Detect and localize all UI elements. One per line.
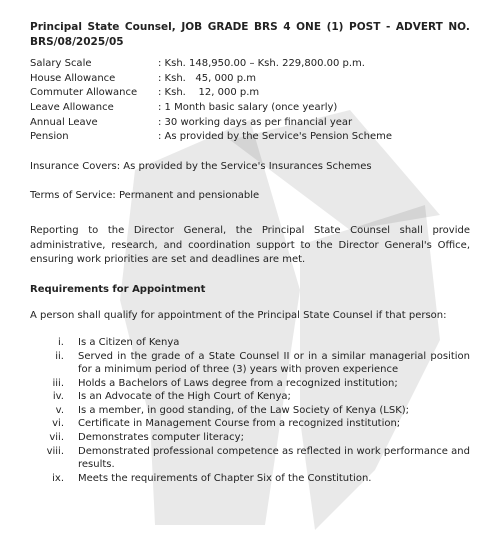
advert-title-word: State [87,21,120,33]
requirement-number: iii. [52,377,64,389]
term-row [30,72,392,87]
requirement-number: v. [55,404,64,416]
term-value: : As provided by the Service's Pension Scheme [158,131,393,143]
term-label: Commuter Allowance [30,87,138,99]
advert-title-word: Principal [30,21,82,33]
advert-title-word: 4 [283,21,291,33]
requirement-number: iv. [52,391,64,403]
requirement-item [30,431,470,445]
requirement-number: vii. [49,432,64,444]
requirement-item [30,472,470,486]
advert-title-word: Counsel, [124,21,176,33]
term-value: : 1 Month basic salary (once yearly) [158,101,338,113]
requirement-number: viii. [46,445,64,457]
requirement-item [30,404,470,418]
advert-title-word: - [385,21,391,33]
advert-title-word: BRS [254,21,278,33]
term-row [30,116,392,131]
requirements-intro: A person shall qualify for appointment of the Principal State Counsel if that person: [30,310,447,322]
term-value: : Ksh. 12, 000 p.m [158,87,260,99]
insurance-cover: Insurance Covers: As provided by the Service's Insurances Schemes [30,160,372,172]
requirement-item [30,350,470,377]
advert-title-word: JOB [181,21,203,33]
remuneration-table [30,57,392,145]
requirement-item [30,336,470,350]
advert-title-word: POST [349,21,381,33]
advert-title-word: ONE [296,21,321,33]
requirement-text: Served in the grade of a State Counsel II or in a similar managerial position for a minimum period of three (3) years with proven experience [78,350,470,376]
term-label: Annual Leave [30,116,98,128]
advert-number: BRS/08/2025/05 [30,35,124,48]
term-label: Leave Allowance [30,101,114,113]
advert-title-word: GRADE [207,21,249,33]
reporting-paragraph: Reporting to the Director General, the Principal State Counsel shall provide administrative, research, and coordination support to the Director General's Office, ensuring work priorities are set and deadlines are met. [30,224,470,266]
term-row [30,57,392,72]
term-row [30,130,392,145]
requirement-text: Is an Advocate of the High Court of Kenya; [78,391,291,403]
term-label: Pension [30,131,69,143]
requirement-text: Certificate in Management Course from a recognized institution; [78,418,401,430]
requirement-item [30,445,470,472]
term-value: : Ksh. 45, 000 p.m [158,72,256,84]
requirement-text: Is a member, in good standing, of the Law Society of Kenya (LSK); [78,404,410,416]
requirement-text: Is a Citizen of Kenya [78,336,180,348]
requirements-list [30,336,470,486]
term-label: Salary Scale [30,58,92,70]
advert-title [30,20,470,49]
term-value: : Ksh. 148,950.00 – Ksh. 229,800.00 p.m. [158,58,365,70]
requirement-text: Meets the requirements of Chapter Six of the Constitution. [78,472,372,484]
term-row [30,101,392,116]
requirement-text: Holds a Bachelors of Laws degree from a recognized institution; [78,377,398,389]
requirement-number: ii. [55,350,64,362]
requirement-number: i. [58,336,64,348]
terms-of-service: Terms of Service: Permanent and pensionable [30,190,260,202]
term-label: House Allowance [30,72,116,84]
advert-title-word: ADVERT [395,21,443,33]
requirement-number: ix. [52,472,64,484]
term-value: : 30 working days as per financial year [158,116,353,128]
requirement-number: vi. [52,418,64,430]
requirement-text: Demonstrates computer literacy; [78,432,244,444]
advert-title-line-1 [30,20,470,35]
requirement-item [30,417,470,431]
requirements-heading: Requirements for Appointment [30,283,206,295]
advert-title-word: (1) [326,21,344,33]
requirement-item [30,390,470,404]
requirement-text: Demonstrated professional competence as reflected in work performance and results. [78,445,470,471]
term-row [30,86,392,101]
requirement-item [30,377,470,391]
advert-title-word: NO. [448,21,470,33]
